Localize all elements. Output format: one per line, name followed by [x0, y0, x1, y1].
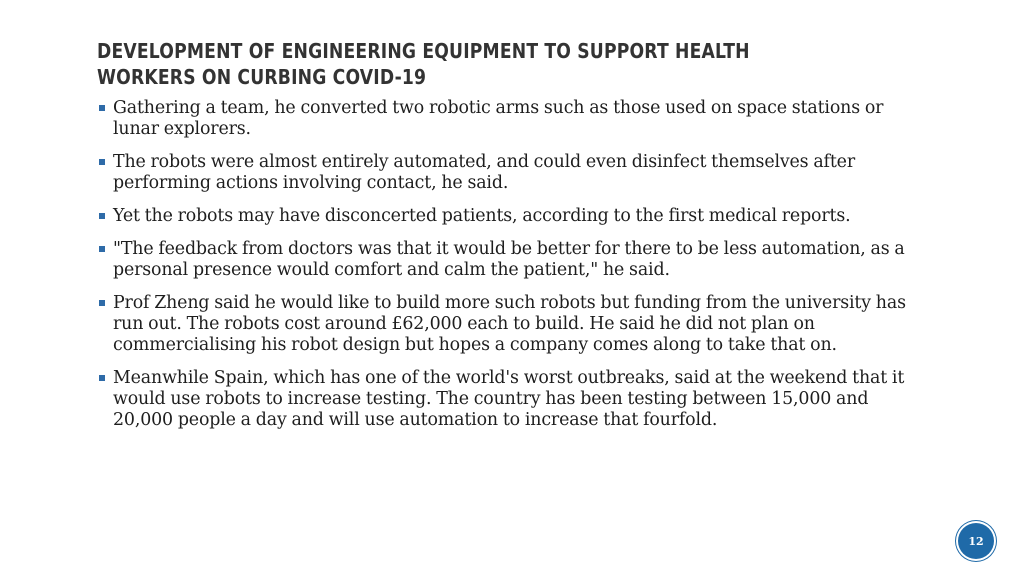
- slide-title: DEVELOPMENT OF ENGINEERING EQUIPMENT TO SUPPORT HEALTH WORKERS ON CURBING COVID-19: [97, 39, 750, 89]
- bullet-item: [97, 152, 932, 194]
- bullet-item: [97, 239, 932, 281]
- square-bullet-icon: [99, 105, 105, 111]
- bullet-item: [97, 368, 932, 431]
- bullet-item: [97, 293, 932, 356]
- page-number: 12: [968, 534, 984, 548]
- bullet-text: "The feedback from doctors was that it would be better for there to be less automation, as a personal presence would comfort and calm the patient," he said.: [113, 239, 905, 280]
- square-bullet-icon: [99, 300, 105, 306]
- bullet-text: Yet the robots may have disconcerted patients, according to the first medical reports.: [113, 206, 851, 226]
- bullet-text: Gathering a team, he converted two robotic arms such as those used on space stations or lunar explorers.: [113, 98, 884, 139]
- page-number-badge: [958, 523, 994, 559]
- bullet-item: [97, 98, 932, 140]
- square-bullet-icon: [99, 159, 105, 165]
- bullet-text: The robots were almost entirely automated, and could even disinfect themselves after performing actions involving contact, he said.: [113, 152, 855, 193]
- bullet-item: [97, 206, 932, 227]
- square-bullet-icon: [99, 246, 105, 252]
- bullet-list: [97, 98, 932, 443]
- bullet-text: Prof Zheng said he would like to build more such robots but funding from the university has run out. The robots cost around £62,000 each to build. He said he did not plan on commercialising his robot design but hopes a company comes along to take that on.: [113, 293, 906, 355]
- bullet-text: Meanwhile Spain, which has one of the world's worst outbreaks, said at the weekend that it would use robots to increase testing. The country has been testing between 15,000 and 20,000 people a day and will use automation to increase that fourfold.: [113, 368, 905, 430]
- square-bullet-icon: [99, 375, 105, 381]
- square-bullet-icon: [99, 213, 105, 219]
